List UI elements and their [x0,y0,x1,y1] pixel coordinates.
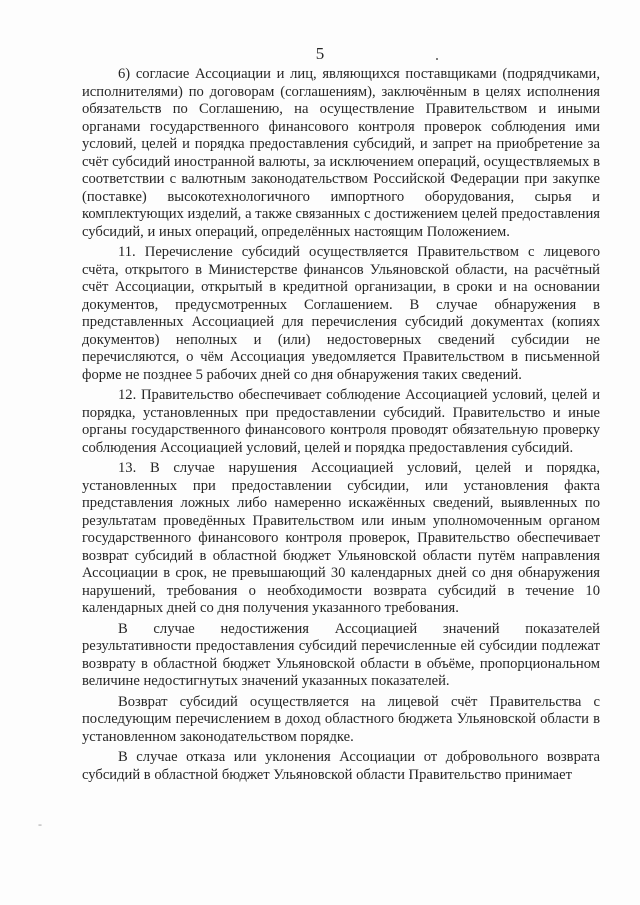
paragraph-11: 11. Перечисление субсидий осуществляется Правительством с лицевого счёта, открытого в Министерстве финансов Ульяновской области, на расчётный счёт Ассоциации, открытый в кредитной организации, в сроки и на основании документов, предусмотренных Соглашением. В случае обнаружения в представленных Ассоциацией для перечисления субсидий документах (копиях документов) неполных и (или) недостоверных сведений субсидии не перечисляются, о чём Ассоциация уведомляется Правительством в письменной форме не позднее 5 рабочих дней со дня обнаружения таких сведений. [82,244,600,383]
paragraph-return: Возврат субсидий осуществляется на лицевой счёт Правительства с последующим перечислением в доход областного бюджета Ульяновской области в установленном законодательством порядке. [82,693,600,745]
paragraph-12: 12. Правительство обеспечивает соблюдение Ассоциацией условий, целей и порядка, установленных при предоставлении субсидий. Правительство и иные органы государственного финансового контроля проводят обязательную проверку соблюдения Ассоциацией условий, целей и порядка предоставления субсидий. [82,387,600,456]
paragraph-refusal: В случае отказа или уклонения Ассоциации от добровольного возврата субсидий в областной бюджет Ульяновской области Правительство принимает [82,749,600,783]
paragraph-13: 13. В случае нарушения Ассоциацией условий, целей и порядка, установленных при предоставлении субсидии, или установления факта представления ложных либо намеренно искажённых сведений, выявленных по результатам проведённых Правительством или иным уполномоченным органом государственного финансового контроля проверок, Правительство обеспечивает возврат субсидий в областной бюджет Ульяновской области путём направления Ассоциации в срок, не превышающий 30 календарных дней со дня обнаружения нарушений, требования о необходимости возврата субсидий в течение 10 календарных дней со дня получения указанного требования. [82,460,600,616]
page-number: 5 [315,44,325,63]
paragraph-indicators: В случае недостижения Ассоциацией значений показателей результативности предоставления субсидий перечисленные ей субсидии подлежат возврату в областной бюджет Ульяновской области в объёме, пропорциональном величине недостигнутых значений указанных показателей. [82,620,600,689]
paragraph-item-6: 6) согласие Ассоциации и лиц, являющихся поставщиками (подрядчиками, исполнителями) по договорам (соглашениям), заключённым в целях исполнения обязательств по Соглашению, на осуществление Правительством и иными органами государственного финансового контроля проверок соблюдения ими условий, целей и порядка предоставления субсидий, и запрет на приобретение за счёт субсидий иностранной валюты, за исключением операций, осуществляемых в соответствии с валютным законодательством Российской Федерации при закупке (поставке) высокотехнологичного импортного оборудования, сырья и комплектующих изделий, а также связанных с достижением целей предоставления субсидий, и иных операций, определённых настоящим Положением. [82,66,600,240]
document-body [82,66,600,784]
margin-mark: - [38,817,42,831]
scan-speck [436,58,438,60]
